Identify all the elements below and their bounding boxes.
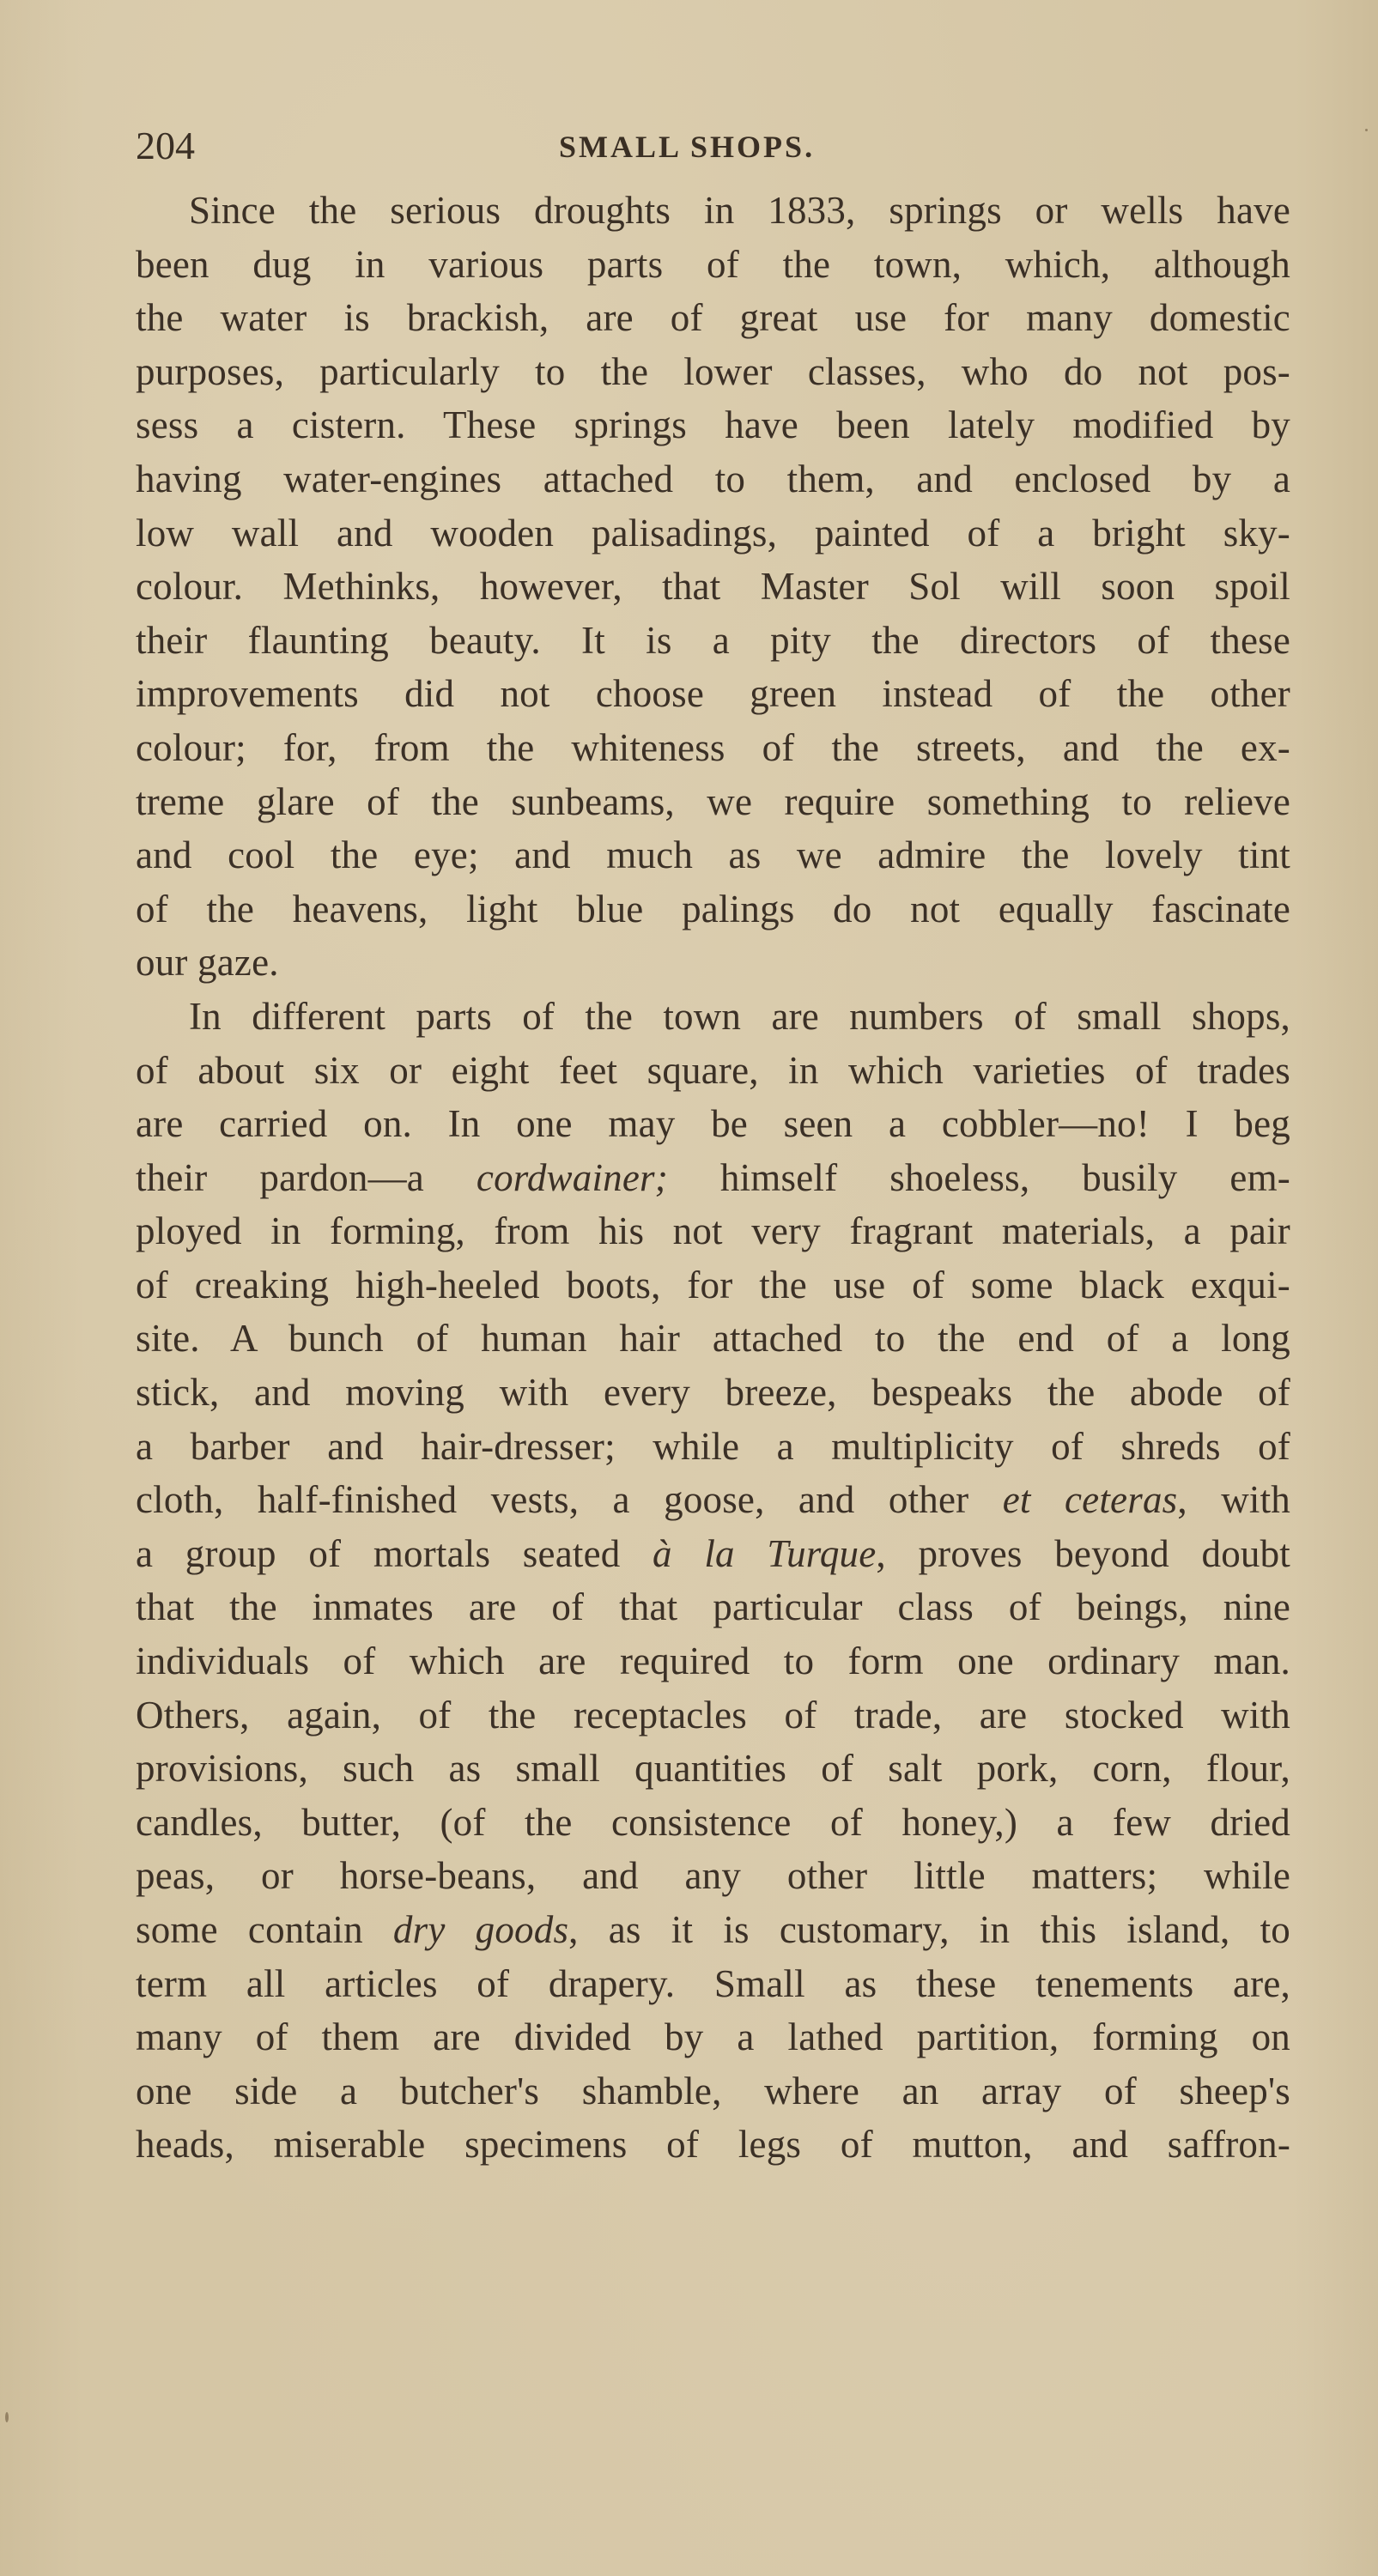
text-segment: been dug in various parts of the town, which, although: [136, 242, 1290, 286]
text-line: [136, 2064, 1290, 2118]
text-line: [136, 2010, 1290, 2064]
text-line: [136, 291, 1290, 345]
text-line: [136, 1634, 1290, 1688]
text-segment: our gaze.: [136, 941, 279, 985]
text-line: [136, 1258, 1290, 1312]
text-segment: Since the serious droughts in 1833, springs or wells have: [189, 189, 1290, 232]
text-segment: peas, or horse-beans, and any other little matters; while: [136, 1854, 1290, 1898]
text-segment: individuals of which are required to form one ordinary man.: [136, 1640, 1290, 1683]
text-segment: of creaking high-heeled boots, for the use of some black exqui-: [136, 1263, 1290, 1306]
text-line: [136, 882, 1290, 936]
italic-phrase: cordwainer;: [476, 1155, 668, 1199]
text-line: [136, 452, 1290, 506]
text-segment: one side a butcher's shamble, where an array of sheep's: [136, 2069, 1290, 2112]
text-line: [136, 1366, 1290, 1420]
text-segment: , proves beyond doubt: [876, 1531, 1290, 1575]
text-line: [136, 936, 1290, 990]
text-line: [136, 1204, 1290, 1258]
text-segment: a group of mortals seated: [136, 1531, 653, 1575]
text-segment: term all articles of drapery. Small as these tenements are,: [136, 1961, 1290, 2005]
text-segment: a barber and hair-dresser; while a multiplicity of shreds of: [136, 1424, 1290, 1468]
text-line: [136, 506, 1290, 561]
text-line: [136, 1312, 1290, 1366]
text-segment: colour; for, from the whiteness of the streets, and the ex-: [136, 725, 1290, 769]
text-segment: of about six or eight feet square, in which varieties of trades: [136, 1048, 1290, 1092]
text-segment: that the inmates are of that particular class of beings, nine: [136, 1585, 1290, 1629]
text-line: [136, 238, 1290, 292]
text-line: [136, 614, 1290, 668]
text-line: [136, 560, 1290, 614]
text-line: [136, 1849, 1290, 1903]
text-segment: many of them are divided by a lathed partition, forming on: [136, 2015, 1290, 2059]
text-line: [136, 1527, 1290, 1581]
text-line: [136, 721, 1290, 775]
text-line: [136, 667, 1290, 721]
text-segment: of the heavens, light blue palings do not equally fascinate: [136, 887, 1290, 930]
text-segment: Others, again, of the receptacles of trade, are stocked with: [136, 1693, 1290, 1737]
text-line: [136, 1742, 1290, 1796]
text-segment: himself shoeless, busily em-: [667, 1155, 1290, 1199]
text-line: [136, 1473, 1290, 1527]
text-segment: candles, butter, (of the consistence of honey,) a few dried: [136, 1800, 1290, 1844]
running-head: [136, 120, 1290, 172]
text-segment: and cool the eye; and much as we admire the lovely tint: [136, 833, 1290, 877]
text-line: [136, 775, 1290, 829]
text-line: [136, 2118, 1290, 2172]
paragraph-first-line: [136, 184, 1290, 238]
text-segment: stick, and moving with every breeze, bespeaks the abode of: [136, 1371, 1290, 1415]
text-line: [136, 1580, 1290, 1634]
paper-blemish: [5, 2412, 9, 2422]
body-text: [136, 184, 1290, 2172]
text-line: [136, 398, 1290, 452]
text-line: [136, 1044, 1290, 1098]
text-line: [136, 1097, 1290, 1151]
text-segment: having water-engines attached to them, and enclosed by a: [136, 457, 1290, 500]
text-line: [136, 828, 1290, 882]
page-number: 204: [136, 124, 195, 167]
text-line: [136, 1420, 1290, 1474]
text-segment: , as it is customary, in this island, to: [568, 1908, 1290, 1951]
text-segment: ployed in forming, from his not very fragrant materials, a pair: [136, 1209, 1290, 1253]
running-title: SMALL SHOPS.: [559, 130, 816, 164]
text-segment: purposes, particularly to the lower classes, who do not pos-: [136, 349, 1290, 393]
text-segment: their flaunting beauty. It is a pity the directors of these: [136, 618, 1290, 662]
text-segment: some contain: [136, 1908, 393, 1951]
text-segment: sess a cistern. These springs have been lately modified by: [136, 403, 1290, 447]
italic-phrase: à la Turque: [653, 1531, 877, 1575]
text-segment: improvements did not choose green instead of the other: [136, 672, 1290, 716]
text-segment: their pardon—a: [136, 1155, 477, 1199]
text-line: [136, 1957, 1290, 2011]
italic-phrase: et ceteras: [1002, 1478, 1178, 1522]
text-line: [136, 1688, 1290, 1743]
text-segment: the water is brackish, are of great use for many domestic: [136, 296, 1290, 340]
paragraph-first-line: [136, 990, 1290, 1044]
text-line: [136, 1151, 1290, 1205]
text-segment: provisions, such as small quantities of salt pork, corn, flour,: [136, 1747, 1290, 1791]
text-segment: low wall and wooden palisadings, painted of a bright sky-: [136, 511, 1290, 555]
italic-phrase: dry goods: [392, 1908, 569, 1951]
text-segment: site. A bunch of human hair attached to the end of a long: [136, 1317, 1290, 1361]
text-segment: are carried on. In one may be seen a cobbler—no! I beg: [136, 1102, 1290, 1146]
text-segment: , with: [1177, 1478, 1290, 1522]
text-segment: In different parts of the town are numbers of small shops,: [189, 994, 1290, 1038]
text-segment: colour. Methinks, however, that Master Sol will soon spoil: [136, 565, 1290, 609]
text-line: [136, 1796, 1290, 1850]
text-segment: heads, miserable specimens of legs of mutton, and saffron-: [136, 2123, 1290, 2167]
text-line: [136, 1903, 1290, 1957]
text-segment: treme glare of the sunbeams, we require something to relieve: [136, 779, 1290, 823]
text-segment: cloth, half-finished vests, a goose, and other: [136, 1478, 1003, 1522]
paper-blemish: [1365, 129, 1368, 131]
text-line: [136, 345, 1290, 399]
